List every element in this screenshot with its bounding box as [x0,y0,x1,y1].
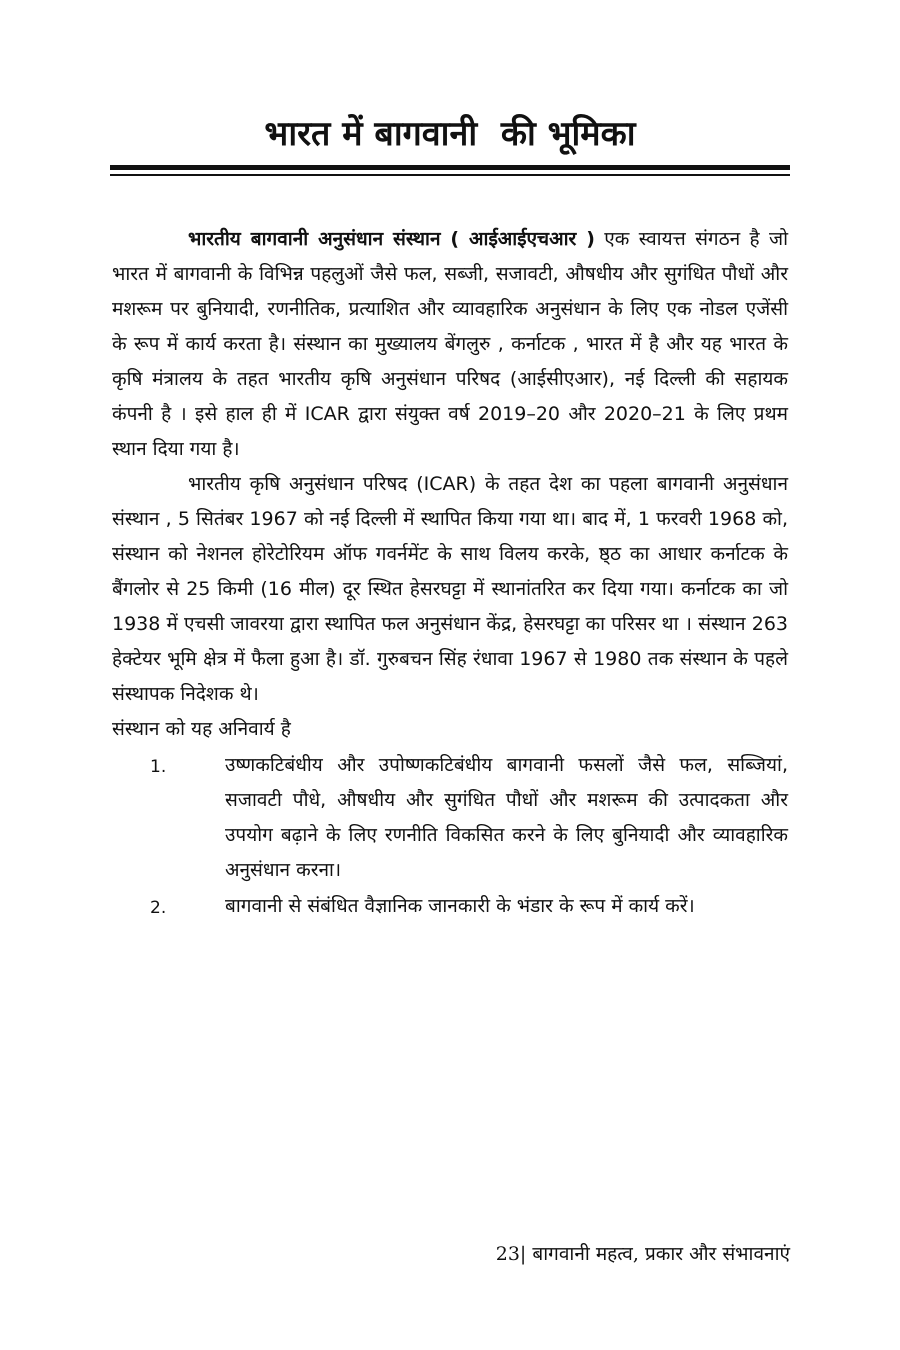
title-rule-thin [110,174,790,176]
mandate-list [112,748,788,924]
list-item-text: बागवानी से संबंधित वैज्ञानिक जानकारी के भंडार के रूप में कार्य करें। [225,895,695,917]
paragraph-iihr-intro [112,222,788,467]
list-item-text: उष्णकटिबंधीय और उपोष्णकटिबंधीय बागवानी फसलों जैसे फल, सब्जियां, सजावटी पौधे, औषधीय और सुगंधित पौधों और मशरूम की उत्पादकता और उपयोग बढ़ाने के लिए रणनीति विकसित करने के लिए बुनियादी और व्यावहारिक अनुसंधान करना। [225,754,788,881]
list-intro: संस्थान को यह अनिवार्य है [112,718,291,740]
title-rule-thick [110,165,790,170]
page-footer: 23| बागवानी महत्व, प्रकार और संभावनाएं [495,1243,790,1265]
list-item-number: 1. [150,757,167,777]
paragraph-history: भारतीय कृषि अनुसंधान परिषद (ICAR) के तहत देश का पहला बागवानी अनुसंधान संस्थान , 5 सितंबर 1967 को नई दिल्ली में स्थापित किया गया था। बाद में, 1 फरवरी 1968 को, संस्थान को नेशनल होरेटोरियम ऑफ गवर्नमेंट के साथ विलय करके, ष्ठ्ठ का आधार कर्नाटक के बैंगलोर से 25 किमी (16 मील) दूर स्थित हेसरघट्टा में स्थानांतरित कर दिया गया। कर्नाटक का जो 1938 में एचसी जावरया द्वारा स्थापित फल अनुसंधान केंद्र, हेसरघट्टा का परिसर था । संस्थान 263 हेक्टेयर भूमि क्षेत्र में फैला हुआ है। डॉ. गुरुबचन सिंह रंधावा 1967 से 1980 तक संस्थान के पहले संस्थापक निदेशक थे। [112,473,788,705]
page-title: भारत में बागवानी की भूमिका [264,114,636,154]
paragraph-lead-bold: भारतीय बागवानी अनुसंधान संस्थान ( आईआईएचआर ) [188,228,595,250]
list-item [112,748,788,888]
list-item [112,889,788,924]
document-body [112,222,788,924]
paragraph-text: एक स्वायत्त संगठन है जो भारत में बागवानी के विभिन्न पहलुओं जैसे फल, सब्जी, सजावटी, औषधीय और सुगंधित पौधों और मशरूम पर बुनियादी, रणनीतिक, प्रत्याशित और व्यावहारिक अनुसंधान के लिए एक नोडल एजेंसी के रूप में कार्य करता है। संस्थान का मुख्यालय बेंगलुरु , कर्नाटक , भारत में है और यह भारत के कृषि मंत्रालय के तहत भारतीय कृषि अनुसंधान परिषद (आईसीएआर), नई दिल्ली की सहायक कंपनी है । इसे हाल ही में ICAR द्वारा संयुक्त वर्ष 2019–20 और 2020–21 के लिए प्रथम स्थान दिया गया है। [112,228,788,460]
list-item-number: 2. [150,898,167,918]
